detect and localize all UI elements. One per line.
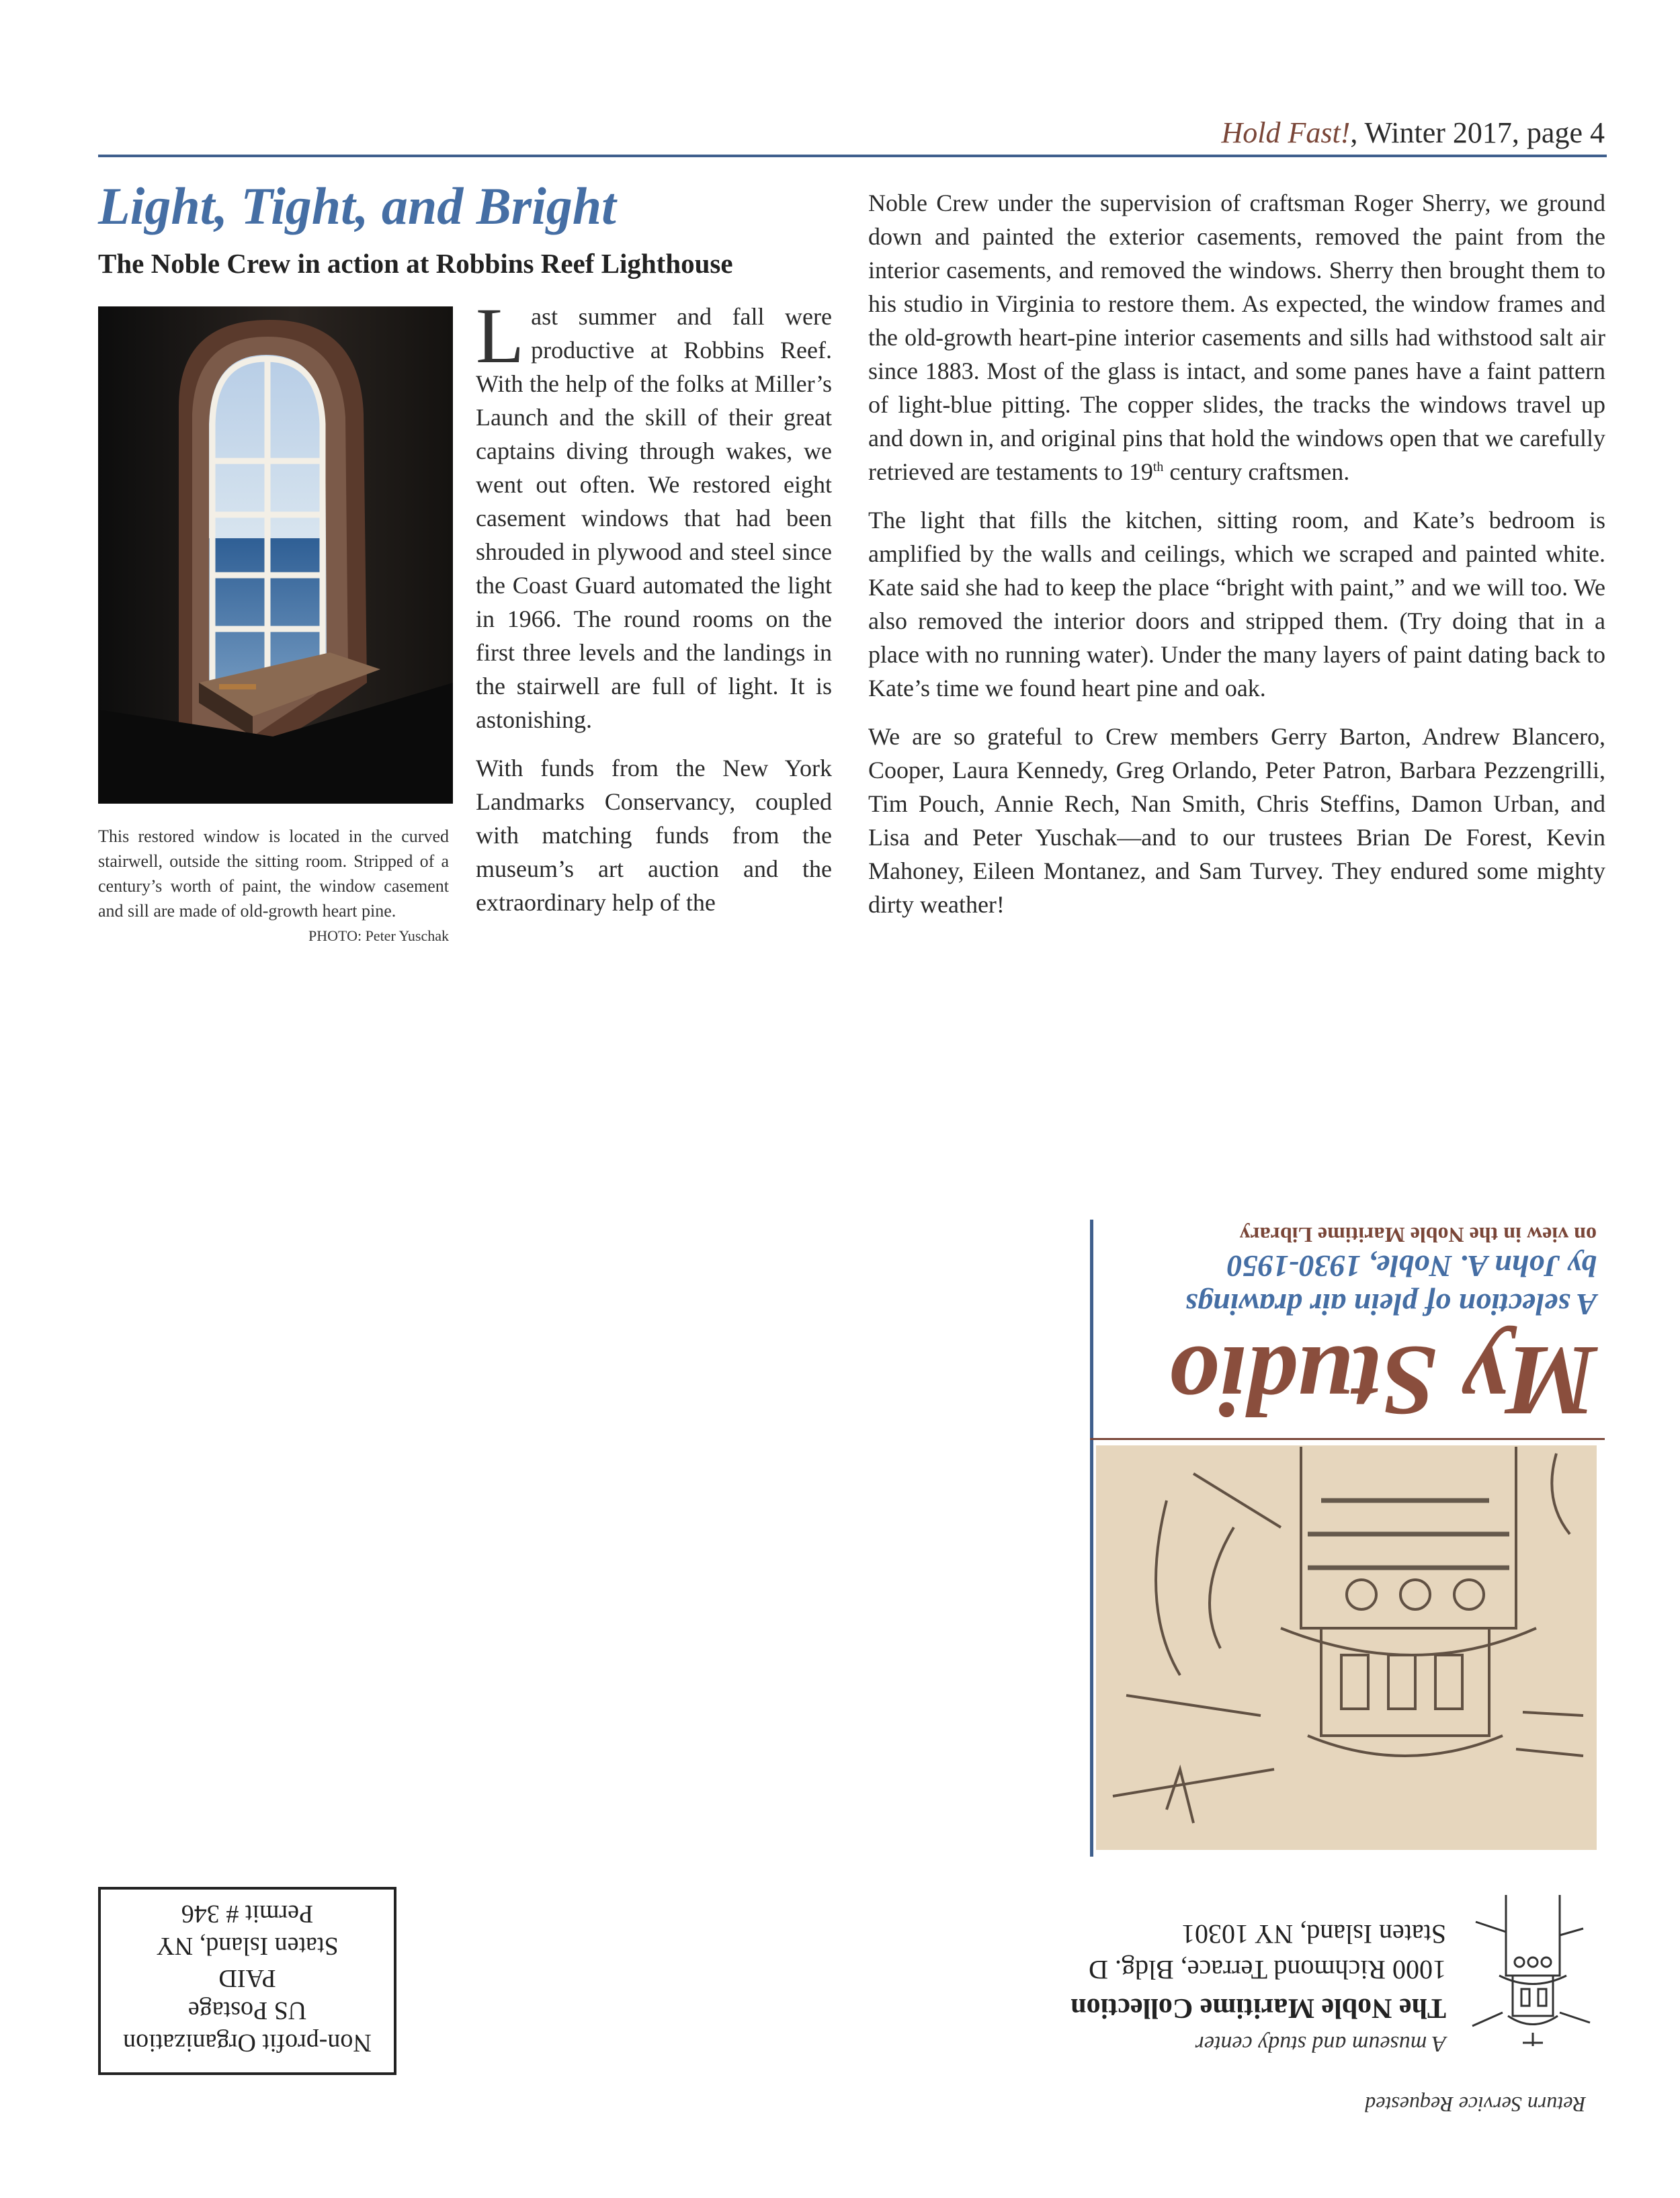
return-service-requested: Return Service Requested — [1365, 2093, 1586, 2117]
paragraph-3-end: century craftsmen. — [1163, 458, 1350, 485]
header-rule — [98, 155, 1607, 157]
paragraph-3-text: Noble Crew under the supervision of craftsman Roger Sherry, we ground down and painted the exterior casements, removed the paint from the interior casements, and removed the windows. Sherry then brought them to his studio in Virginia to restore them. As expected, the window frames and the old-growth heart-pine interior casements and sills had withstood salt air since 1883. Most of the glass is intact, and some panes have a faint pattern of light-blue pitting. The copper slides, the tracks the windows travel up and down in, and original pins that hold the windows open that we carefully retrieved are testaments to 19 — [868, 189, 1605, 485]
postage-indicia — [98, 1887, 396, 2075]
postage-line-5: Permit # 346 — [181, 1900, 314, 1928]
org-name: The Noble Maritime Collection — [1070, 1992, 1446, 2023]
article-column-2 — [868, 186, 1605, 936]
paragraph-1 — [476, 292, 832, 736]
sketch-drawing — [1096, 1445, 1597, 1850]
postage-line-2: US Postage — [187, 1996, 307, 2025]
article-subtitle: The Noble Crew in action at Robbins Reef Lighthouse — [98, 248, 733, 279]
lighthouse-logo-icon — [1469, 1888, 1597, 2063]
promo-divider — [1090, 1438, 1605, 1440]
address-line-2: Staten Island, NY 10301 — [1181, 1919, 1446, 1949]
postage-line-3: PAID — [218, 1964, 276, 1992]
caption-text: This restored window is located in the curved stairwell, outside the sitting room. Stripped of a century’s worth of paint, the window casement and sill are made of old-growth heart pine. — [98, 827, 449, 921]
window-photo — [98, 306, 453, 804]
paragraph-2: With funds from the New York Landmarks Conservancy, coupled with matching funds from the museum’s art auction and the extraordinary help of the — [476, 755, 832, 916]
photo-caption — [98, 824, 449, 948]
exhibit-line-3: on view in the Noble Maritime Library — [1239, 1223, 1597, 1247]
paragraph-4: The light that fills the kitchen, sitting room, and Kate’s bedroom is amplified by the walls and ceilings, which we scraped and painted white. Kate said she had to keep the place “bright with paint,” and we will too. We also removed the interior doors and stripped them. (Try doing that in a place with no running water). Under the many layers of paint dating back to Kate’s time we found heart pine and oak. — [868, 507, 1605, 702]
exhibit-line-1: A selection of plein air drawings — [1185, 1287, 1597, 1322]
article-title: Light, Tight, and Bright — [98, 177, 616, 235]
return-address-block — [974, 1871, 1606, 2123]
exhibit-promo — [1090, 1220, 1605, 1857]
address-line-1: 1000 Richmond Terrace, Bldg. D — [1089, 1955, 1446, 1985]
lighthouse-sketch-icon — [1469, 1888, 1597, 2063]
postage-line-4: Staten Island, NY — [156, 1932, 339, 1960]
org-tagline: A museum and study center — [1195, 2031, 1446, 2056]
postage-line-1: Non-profit Organization — [123, 2029, 372, 2057]
paragraph-5: We are so grateful to Crew members Gerry Barton, Andrew Blancero, Cooper, Laura Kennedy, Greg Orlando, Peter Patron, Barbara Pezzengrilli, Tim Pouch, Annie Rech, Nan Smith, Chris Steffins, Damon Urban, and Lisa and Peter Yuschak—and to our trustees Brian De Forest, Kevin Mahoney, Eileen Montanez, and Sam Turvey. They endured some mighty dirty weather! — [868, 723, 1605, 918]
drop-cap: L — [476, 292, 525, 380]
paragraph-3 — [868, 186, 1605, 489]
photo-credit: PHOTO: Peter Yuschak — [308, 927, 449, 944]
pencil-sketch-illustration — [1096, 1445, 1597, 1850]
issue-info: , Winter 2017, page 4 — [1350, 116, 1605, 149]
exhibit-line-2: by John A. Noble, 1930-1950 — [1226, 1249, 1597, 1283]
window-photo-illustration — [98, 306, 453, 804]
page-header — [1221, 116, 1605, 150]
exhibit-title: My Studio — [1168, 1325, 1597, 1437]
publication-name: Hold Fast! — [1221, 116, 1351, 149]
promo-vertical-rule — [1090, 1220, 1093, 1857]
superscript-th: th — [1152, 460, 1164, 474]
paragraph-1-text: ast summer and fall were productive at Robbins Reef. With the help of the folks at Miller’s Launch and the skill of their great captains diving through wakes, we went out often. We restored eight casement windows that had been shrouded in plywood and steel since the Coast Guard automated the light in 1966. The round rooms on the first three levels and the landings in the stairwell are full of light. It is astonishing. — [476, 303, 832, 733]
article-column-1 — [476, 292, 832, 934]
